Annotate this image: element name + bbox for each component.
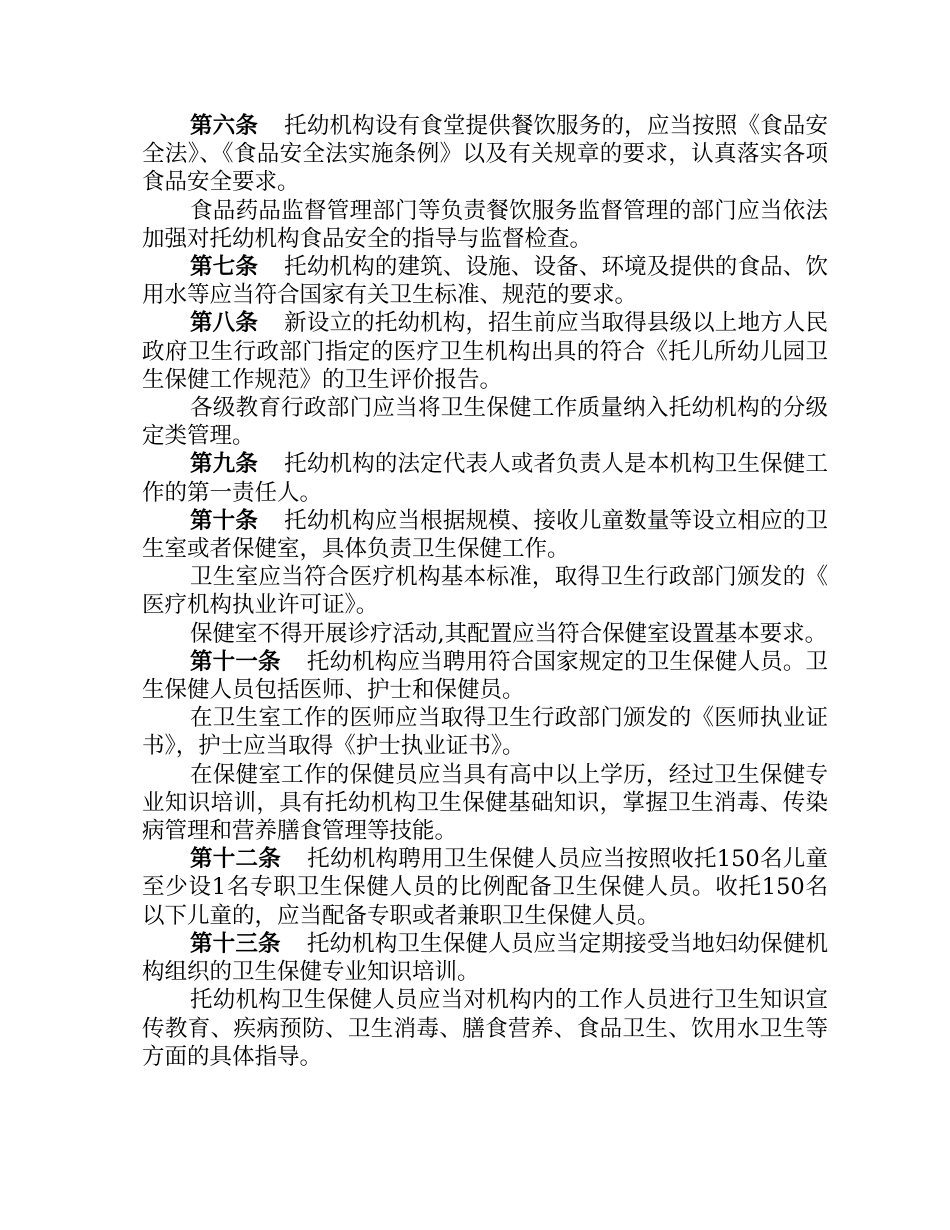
article-heading: 第十二条 <box>190 846 282 873</box>
article-heading: 第十条 <box>190 507 258 534</box>
paragraph-text: 新设立的托幼机构，招生前应当取得县级以上地方人民政府卫生行政部门指定的医疗卫生机构出具的符合《托儿所幼儿园卫生保健工作规范》的卫生评价报告。 <box>142 310 828 393</box>
article-10-clause-3 <box>142 620 828 648</box>
article-7-paragraph <box>142 253 828 309</box>
article-13-paragraph <box>142 930 828 986</box>
paragraph-text: 各级教育行政部门应当将卫生保健工作质量纳入托幼机构的分级定类管理。 <box>142 395 828 450</box>
article-11-clause-3 <box>142 761 828 846</box>
paragraph-text: 食品药品监督管理部门等负责餐饮服务监督管理的部门应当依法加强对托幼机构食品安全的指导与监督检查。 <box>142 197 828 252</box>
article-9-paragraph <box>142 450 828 506</box>
paragraph-text: 卫生室应当符合医疗机构基本标准，取得卫生行政部门颁发的《医疗机构执业许可证》。 <box>142 564 828 619</box>
article-heading: 第九条 <box>190 451 258 478</box>
article-heading: 第十三条 <box>190 930 281 957</box>
article-heading: 第十一条 <box>190 648 281 675</box>
article-heading: 第六条 <box>190 113 258 139</box>
paragraph-text: 托幼机构卫生保健人员应当定期接受当地妇幼保健机构组织的卫生保健专业知识培训。 <box>142 930 828 986</box>
article-10-clause-2 <box>142 563 828 619</box>
paragraph-text: 托幼机构应当聘用符合国家规定的卫生保健人员。卫生保健人员包括医师、护士和保健员。 <box>142 648 828 704</box>
document-page <box>142 112 828 1071</box>
paragraph-text: 托幼机构应当根据规模、接收儿童数量等设立相应的卫生室或者保健室，具体负责卫生保健工作。 <box>142 507 828 563</box>
article-6-paragraph <box>142 112 828 197</box>
article-8-paragraph <box>142 309 828 394</box>
paragraph-text: 在卫生室工作的医师应当取得卫生行政部门颁发的《医师执业证书》，护士应当取得《护士执业证书》。 <box>142 705 828 760</box>
article-10-paragraph <box>142 507 828 563</box>
paragraph-text: 托幼机构的法定代表人或者负责人是本机构卫生保健工作的第一责任人。 <box>142 451 828 506</box>
article-11-paragraph <box>142 648 828 704</box>
article-6-clause-2 <box>142 197 828 253</box>
article-11-clause-2 <box>142 704 828 760</box>
paragraph-text: 托幼机构卫生保健人员应当对机构内的工作人员进行卫生知识宣传教育、疾病预防、卫生消毒、膳食营养、食品卫生、饮用水卫生等方面的具体指导。 <box>142 987 828 1070</box>
paragraph-text: 保健室不得开展诊疗活动,其配置应当符合保健室设置基本要求。 <box>190 620 828 647</box>
paragraph-text: 托幼机构聘用卫生保健人员应当按照收托150名儿童至少设1名专职卫生保健人员的比例配备卫生保健人员。收托150名以下儿童的，应当配备专职或者兼职卫生保健人员。 <box>142 846 828 929</box>
article-8-clause-2 <box>142 394 828 450</box>
article-heading: 第八条 <box>190 310 258 337</box>
article-12-paragraph <box>142 845 828 930</box>
article-heading: 第七条 <box>190 254 258 281</box>
paragraph-text: 托幼机构的建筑、设施、设备、环境及提供的食品、饮用水等应当符合国家有关卫生标准、规范的要求。 <box>142 254 828 309</box>
paragraph-text: 托幼机构设有食堂提供餐饮服务的，应当按照《食品安全法》、《食品安全法实施条例》以及有关规章的要求，认真落实各项食品安全要求。 <box>142 113 828 196</box>
article-13-clause-2 <box>142 986 828 1071</box>
paragraph-text: 在保健室工作的保健员应当具有高中以上学历，经过卫生保健专业知识培训，具有托幼机构卫生保健基础知识，掌握卫生消毒、传染病管理和营养膳食管理等技能。 <box>142 761 828 845</box>
